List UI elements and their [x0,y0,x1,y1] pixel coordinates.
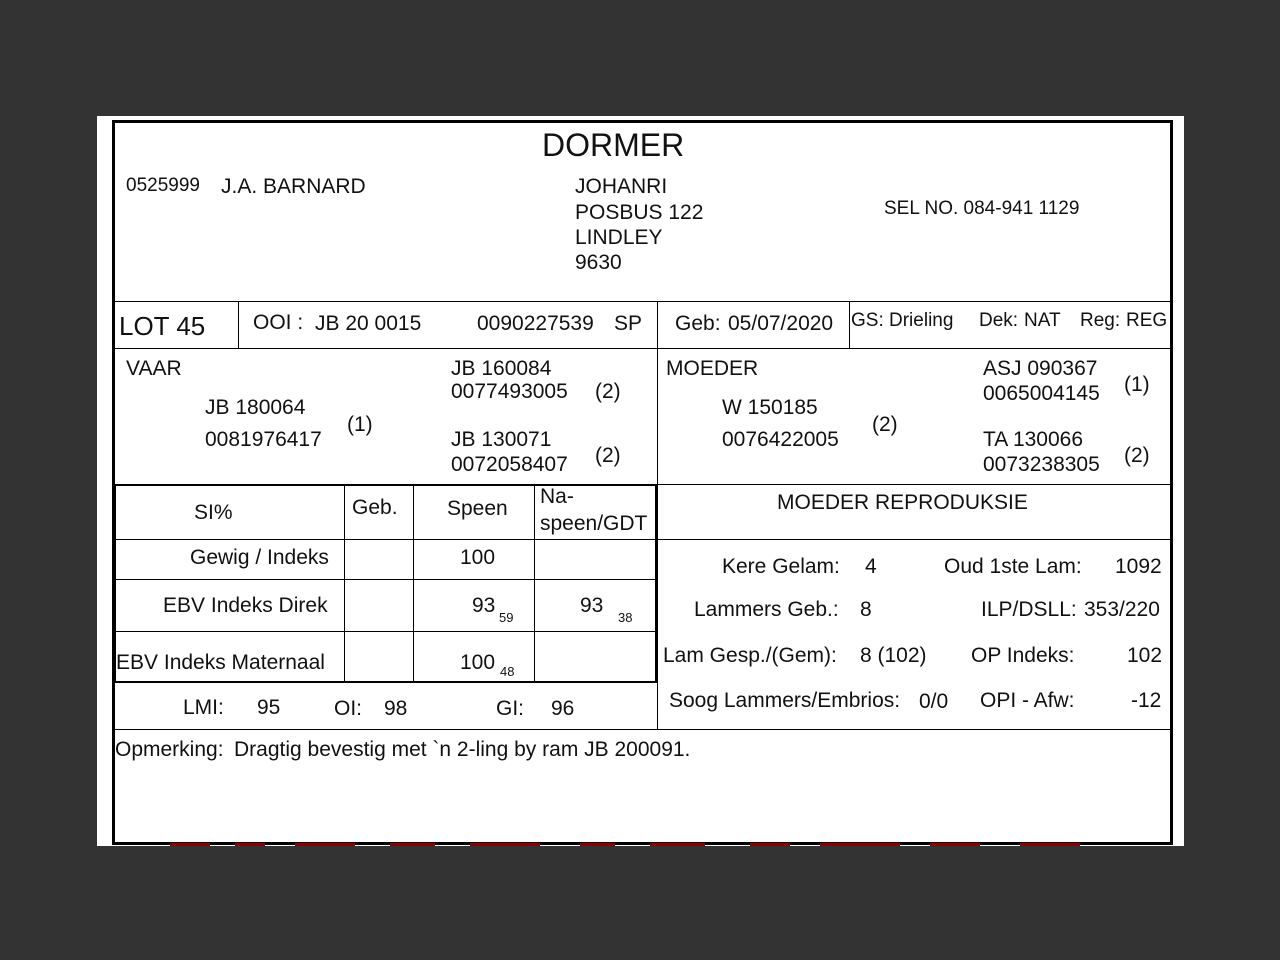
ooi-reg-suffix: SP [614,312,643,335]
rule-pedigree-bottom-left [113,484,657,486]
opi-label: OPI - Afw: [980,689,1075,712]
oi-label: OI: [334,697,363,720]
geb-date: 05/07/2020 [728,312,834,335]
opi-value: -12 [1131,689,1162,712]
ooi-label: OOI : [253,311,304,334]
dam-sire-id: ASJ 090367 [983,357,1098,380]
dam-number: 0076422005 [722,428,839,451]
si-row-3-speen-sub: 48 [500,664,515,679]
address-line-1: JOHANRI [575,175,668,198]
breed-title: DORMER [542,127,685,163]
rule-header-bottom [113,301,1172,302]
si-row-1-speen: 100 [460,546,496,569]
dam-label: MOEDER [666,357,759,380]
si-row-2-naspeen: 93 [580,594,604,617]
si-header-naspeen-1: Na- [540,485,574,508]
sire-sire-number: 0077493005 [451,380,568,403]
si-row-2-speen-sub: 59 [499,610,514,625]
lammers-label: Lammers Geb.: [694,598,839,621]
dam-sire-flag: (1) [1124,373,1150,396]
si-header-si: SI% [194,501,233,524]
rule-si-row3 [113,681,657,683]
sire-flag: (1) [347,413,373,436]
rule-geb-divider [849,302,850,348]
dam-dam-number: 0073238305 [983,453,1100,476]
rule-si-col3 [534,485,535,681]
si-row-2-speen: 93 [472,594,496,617]
dam-flag: (2) [872,413,898,436]
dek-label: Dek: [979,310,1019,331]
sire-dam-id: JB 130071 [451,428,552,451]
rule-center-divider [657,302,658,729]
rule-si-header [113,539,657,540]
owner-name: J.A. BARNARD [221,175,366,198]
rule-lot-divider [238,302,239,348]
rule-pedigree-bottom-right [657,484,1172,485]
address-line-3: LINDLEY [575,226,663,249]
ilp-value: 353/220 [1084,598,1160,621]
dam-id: W 150185 [722,396,818,419]
phone-number: SEL NO. 084-941 1129 [884,198,1080,219]
sire-sire-id: JB 160084 [451,357,552,380]
gesp-value: 8 (102) [860,644,927,667]
si-row-3-label: EBV Indeks Maternaal [116,651,325,674]
si-header-speen: Speen [447,497,508,520]
rule-si-row2 [113,631,657,632]
oi-value: 98 [384,697,408,720]
dam-dam-flag: (2) [1124,444,1150,467]
geb-label: Geb: [675,312,721,335]
address-line-2: POSBUS 122 [575,201,704,224]
sire-sire-flag: (2) [595,380,621,403]
op-label: OP Indeks: [971,644,1075,667]
lmi-value: 95 [257,696,281,719]
rule-si-col2 [413,485,414,681]
remarks-label: Opmerking: [115,738,224,761]
gs-birth-type: GS: Drieling [851,310,954,331]
si-row-1-label: Gewig / Indeks [190,546,329,569]
cutoff-red-text [160,843,1120,846]
address-line-4: 9630 [575,251,622,274]
reg-value: REG [1126,310,1168,331]
si-row-2-label: EBV Indeks Direk [163,594,328,617]
kere-value: 4 [865,555,877,578]
rule-si-right [655,484,657,682]
oud-value: 1092 [1115,555,1162,578]
dek-value: NAT [1024,310,1061,331]
ooi-reg-number: 0090227539 [477,312,594,335]
gi-label: GI: [496,697,525,720]
reg-label: Reg: [1080,310,1121,331]
gi-value: 96 [551,697,575,720]
gesp-label: Lam Gesp./(Gem): [663,644,837,667]
rule-si-row1 [113,579,657,580]
si-header-geb: Geb. [352,496,398,519]
dam-dam-id: TA 130066 [983,428,1084,451]
si-row-2-naspeen-sub: 38 [618,610,633,625]
lot-number: LOT 45 [119,311,206,341]
oud-label: Oud 1ste Lam: [944,555,1082,578]
repro-title: MOEDER REPRODUKSIE [777,491,1028,514]
soog-label: Soog Lammers/Embrios: [669,689,901,712]
sire-id: JB 180064 [205,396,306,419]
si-row-3-speen: 100 [460,651,496,674]
dam-sire-number: 0065004145 [983,382,1100,405]
ooi-id: JB 20 0015 [315,312,422,335]
rule-indices-bottom [113,729,1172,730]
lammers-value: 8 [860,598,872,621]
owner-id: 0525999 [126,175,200,196]
sire-dam-flag: (2) [595,444,621,467]
rule-si-col1 [344,485,345,681]
sire-number: 0081976417 [205,428,322,451]
rule-repro-header [657,539,1172,540]
soog-value: 0/0 [919,690,949,713]
kere-label: Kere Gelam: [722,555,840,578]
ilp-label: ILP/DSLL: [981,598,1077,621]
op-value: 102 [1127,644,1163,667]
sire-label: VAAR [126,357,182,380]
rule-lot-bottom [113,348,1172,349]
remarks-text: Dragtig bevestig met `n 2-ling by ram JB 200091. [234,738,691,761]
lmi-label: LMI: [183,696,224,719]
si-header-naspeen-2: speen/GDT [540,512,648,535]
sire-dam-number: 0072058407 [451,453,568,476]
